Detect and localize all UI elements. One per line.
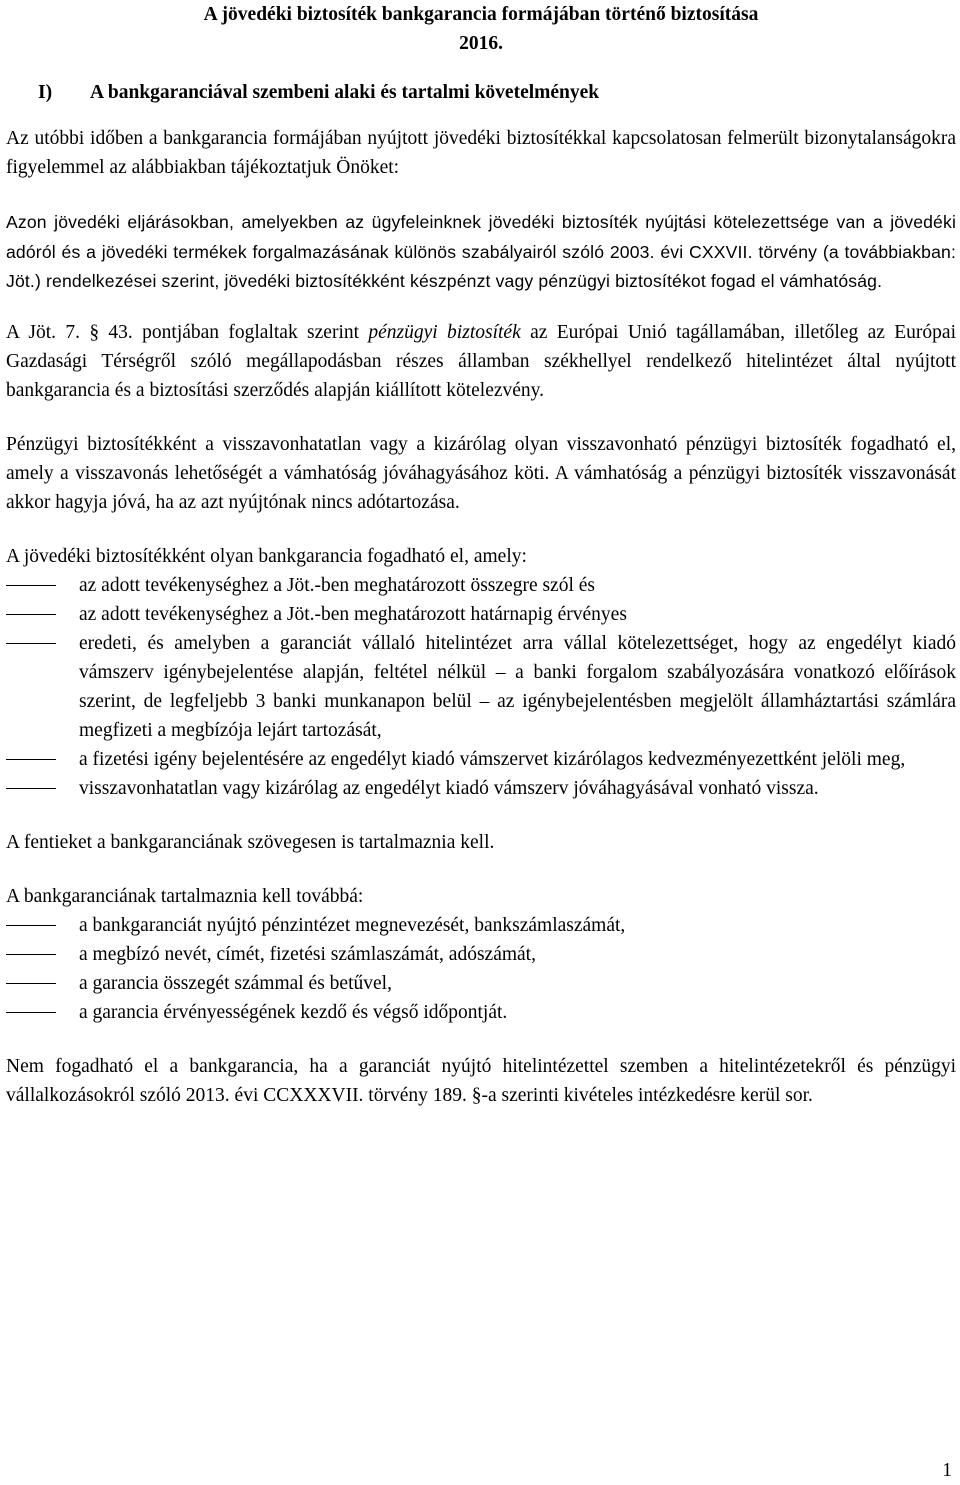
list-item (6, 911, 956, 940)
contents-list (6, 911, 956, 1027)
document-title-line1: A jövedéki biztosíték bankgarancia formájában történő biztosítása (203, 4, 759, 25)
document-page (6, 0, 956, 1110)
section-number: I) (38, 82, 53, 103)
list-item-text: a megbízó nevét, címét, fizetési számlaszámát, adószámát, (79, 943, 536, 965)
paragraph-4: A fentieket a bankgaranciának szövegesen is tartalmaznia kell. (6, 831, 495, 853)
list-item (6, 571, 956, 600)
dash-bullet (6, 1012, 56, 1014)
dash-bullet (6, 788, 56, 790)
intro-text: Az utóbbi időben a bankgarancia formájában nyújtott jövedéki biztosítékkal kapcsolatosan felmerült bizonytalanságokra figyelemmel az alábbiakban tájékoztatjuk Önöket: (6, 128, 956, 178)
paragraph-5: Nem fogadható el a bankgarancia, ha a garanciát nyújtó hitelintézettel szemben a hitelintézetekről és pénzügyi vállalkozásokról szóló 2013. évi CCXXXVII. törvény 189. §-a szerinti kivételes intézkedésre kerül sor. (6, 1055, 956, 1106)
requirements-list (6, 571, 956, 803)
list-item (6, 745, 956, 774)
paragraph-1: Azon jövedéki eljárásokban, amelyekben az ügyfeleinknek jövedéki biztosíték nyújtási kötelezettsége van a jövedéki adóról és a jövedéki termékek forgalmazásának különös szabályairól szóló 2003. évi CXXVII. törvény (a továbbiakban: Jöt.) rendelkezései szerint, jövedéki biztosítékként készpénzt vagy pénzügyi biztosítékot fogad el vámhatóság. (6, 212, 956, 291)
document-title (6, 0, 956, 58)
paragraph-2 (6, 318, 956, 405)
list-item-text: az adott tevékenységhez a Jöt.-ben meghatározott összegre szól és (79, 574, 595, 596)
list-item-text: a fizetési igény bejelentésére az engedélyt kiadó vámszervet kizárólagos kedvezményezettként jelöli meg, (79, 748, 906, 770)
paragraph-2-italic-term: pénzügyi biztosíték (368, 321, 521, 343)
list-item (6, 969, 956, 998)
intro-paragraph (6, 124, 956, 182)
dash-bullet (6, 614, 56, 616)
list-1-intro: A jövedéki biztosítékként olyan bankgarancia fogadható el, amely: (6, 545, 527, 567)
list-item (6, 940, 956, 969)
section-heading (6, 78, 956, 107)
list-item (6, 600, 956, 629)
list-item (6, 629, 956, 745)
list-2-intro: A bankgaranciának tartalmaznia kell továbbá: (6, 885, 364, 907)
list-item-text: visszavonhatatlan vagy kizárólag az engedélyt kiadó vámszerv jóváhagyásával vonható vissza. (79, 777, 819, 799)
dash-bullet (6, 925, 56, 927)
page-number: 1 (942, 1460, 952, 1481)
list-item-text: a bankgaranciát nyújtó pénzintézet megnevezését, bankszámlaszámát, (79, 914, 626, 936)
dash-bullet (6, 954, 56, 956)
paragraph-3: Pénzügyi biztosítékként a visszavonhatatlan vagy a kizárólag olyan visszavonható pénzügyi biztosíték fogadható el, amely a visszavonás lehetőségét a vámhatóság jóváhagyásához köti. A vámhatóság a pénzügyi biztosíték visszavonását akkor hagyja jóvá, ha az azt nyújtónak nincs adótartozása. (6, 433, 956, 513)
paragraph-2-start: A Jöt. 7. § 43. pontjában foglaltak szerint (6, 321, 369, 343)
list-item-text: a garancia érvényességének kezdő és végső időpontját. (79, 1001, 508, 1023)
section-title: A bankgaranciával szembeni alaki és tartalmi követelmények (90, 82, 600, 103)
dash-bullet (6, 983, 56, 985)
document-title-line2: 2016. (459, 33, 503, 54)
dash-bullet (6, 643, 56, 645)
list-item (6, 774, 956, 803)
dash-bullet (6, 585, 56, 587)
dash-bullet (6, 759, 56, 761)
paragraph-2-end: az Európai Unió tagállamában, illetőleg az Európai Gazdasági Térségről szóló megállapodásban részes államban székhellyel rendelkező hitelintézet által nyújtott bankgarancia és a biztosítási szerződés alapján kiállított kötelezvény. (6, 321, 956, 401)
list-item-text: eredeti, és amelyben a garanciát vállaló hitelintézet arra vállal kötelezettséget, hogy az engedélyt kiadó vámszerv igénybejelentése alapján, feltétel nélkül – a banki forgalom szabályozására vonatkozó előírások szerint, de legfeljebb 3 banki munkanapon belül – az igénybejelentésben megjelölt államháztartási számlára megfizeti a megbízója lejárt tartozását, (79, 632, 956, 741)
list-item (6, 998, 956, 1027)
list-item-text: a garancia összegét számmal és betűvel, (79, 972, 392, 994)
list-item-text: az adott tevékenységhez a Jöt.-ben meghatározott határnapig érvényes (79, 603, 627, 625)
